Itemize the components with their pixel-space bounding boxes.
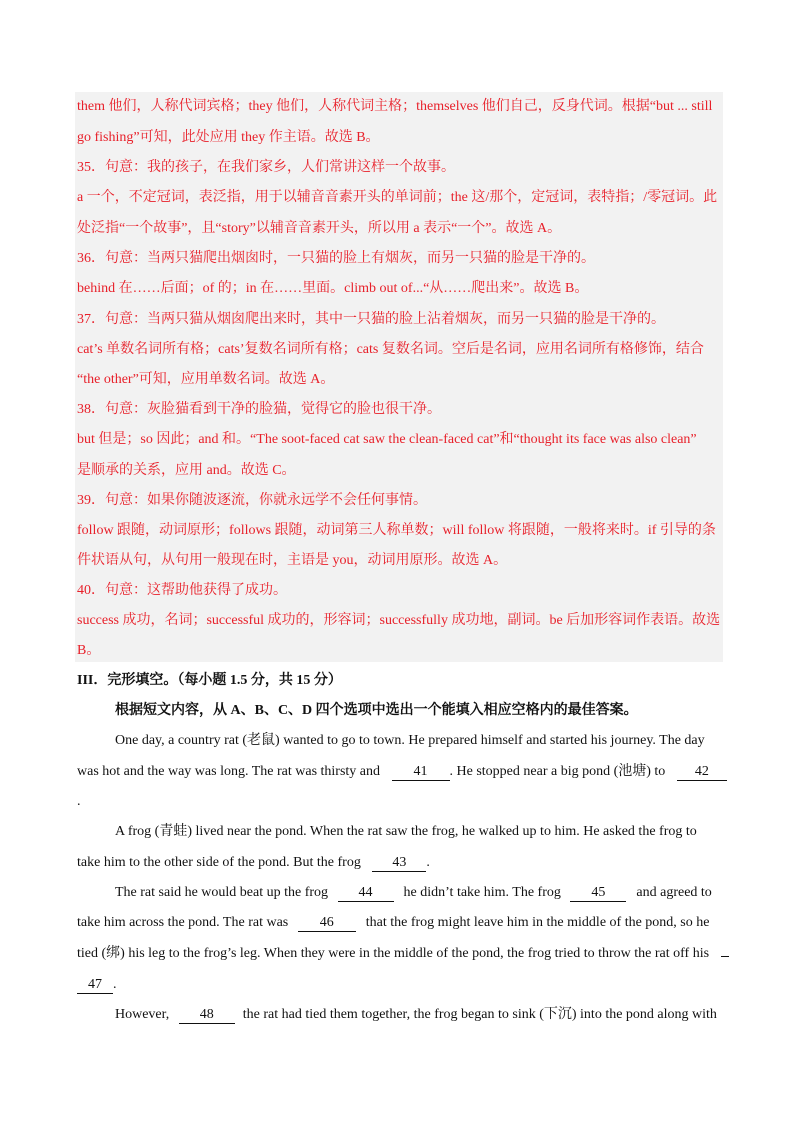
explanation-line: 是顺承的关系，应用 and。故选 C。	[77, 463, 296, 478]
explanation-line: cat’s 单数名词所有格；cats’复数名词所有格；cats 复数名词。空后是名词，应用名词所有格修饰，结合	[77, 342, 704, 357]
explanation-line: behind 在……后面；of 的；in 在……里面。climb out of...“从……爬出来”。故选 B。	[77, 281, 589, 296]
passage-text: the rat had tied them together, the frog began to sink (下沉) into the pond along with	[242, 1007, 717, 1022]
explanation-line: 件状语从句，从句用一般现在时，主语是 you，动词用原形。故选 A。	[77, 553, 508, 568]
explanation-line: go fishing”可知，此处应用 they 作主语。故选 B。	[77, 130, 380, 145]
explanation-line: follow 跟随，动词原形；follows 跟随，动词第三人称单数；will follow 将跟随，一般将来时。if 引导的条	[77, 523, 716, 538]
blank-43[interactable]: 43	[372, 855, 426, 872]
section-instruction: 根据短文内容，从 A、B、C、D 四个选项中选出一个能填入相应空格内的最佳答案。	[115, 703, 638, 718]
blank-45[interactable]: 45	[570, 885, 626, 902]
blank-47-start	[721, 956, 729, 957]
passage-line	[115, 1005, 717, 1025]
explanation-line: 37．句意：当两只猫从烟囱爬出来时，其中一只猫的脸上沾着烟灰，而另一只猫的脸是干净的。	[77, 312, 665, 327]
explanation-line: 36．句意：当两只猫爬出烟囱时，一只猫的脸上有烟灰，而另一只猫的脸是干净的。	[77, 251, 595, 266]
passage-text: However,	[115, 1007, 170, 1022]
explanation-line: 处泛指“一个故事”，且“story”以辅音音素开头，所以用 a 表示“一个”。故选 A。	[77, 221, 562, 236]
passage-text: take him to the other side of the pond. But the frog	[77, 855, 361, 870]
passage-text: was hot and the way was long. The rat was thirsty and	[77, 764, 381, 779]
explanation-line: but 但是；so 因此；and 和。“The soot-faced cat saw the clean-faced cat”和“thought its face was also clean”	[77, 432, 697, 447]
blank-41[interactable]: 41	[392, 764, 450, 781]
passage-line: A frog (青蛙) lived near the pond. When the rat saw the frog, he walked up to him. He asked the frog to	[115, 824, 697, 839]
passage-line	[77, 975, 117, 995]
passage-text: .	[426, 855, 430, 870]
passage-line: One day, a country rat (老鼠) wanted to go to town. He prepared himself and started his journey. The day	[115, 733, 705, 748]
passage-line	[77, 762, 727, 782]
blank-47[interactable]: 47	[77, 977, 113, 994]
passage-text: . He stopped near a big pond (池塘) to	[449, 764, 666, 779]
explanation-line: “the other”可知，应用单数名词。故选 A。	[77, 372, 335, 387]
blank-46[interactable]: 46	[298, 915, 356, 932]
section-heading: III．完形填空。（每小题 1.5 分，共 15 分）	[77, 673, 342, 688]
explanation-line: 40．句意：这帮助他获得了成功。	[77, 583, 287, 598]
explanation-line: a 一个，不定冠词，表泛指，用于以辅音音素开头的单词前；the 这/那个，定冠词，表特指；/零冠词。此	[77, 190, 718, 205]
passage-text: he didn’t take him. The frog	[403, 885, 561, 900]
passage-text: The rat said he would beat up the frog	[115, 885, 329, 900]
passage-text: that the frog might leave him in the middle of the pond, so he	[365, 915, 710, 930]
explanation-line: success 成功，名词；successful 成功的，形容词；successfully 成功地，副词。be 后加形容词作表语。故选	[77, 613, 721, 628]
blank-44[interactable]: 44	[338, 885, 394, 902]
passage-line	[77, 944, 729, 964]
passage-text: tied (绑) his leg to the frog’s leg. When they were in the middle of the pond, the frog tried to throw the rat off his	[77, 946, 710, 961]
explanation-line: B。	[77, 643, 101, 658]
passage-text: take him across the pond. The rat was	[77, 915, 289, 930]
passage-line: .	[77, 794, 81, 809]
passage-line	[115, 883, 712, 903]
explanation-line: 38．句意：灰脸猫看到干净的脸猫，觉得它的脸也很干净。	[77, 402, 441, 417]
passage-text: and agreed to	[636, 885, 712, 900]
explanation-line: them 他们，人称代词宾格；they 他们，人称代词主格；themselves 他们自己，反身代词。根据“but ... still	[77, 99, 713, 114]
passage-line	[77, 853, 430, 873]
blank-42[interactable]: 42	[677, 764, 727, 781]
explanation-line: 39．句意：如果你随波逐流，你就永远学不会任何事情。	[77, 493, 427, 508]
explanation-line: 35．句意：我的孩子，在我们家乡，人们常讲这样一个故事。	[77, 160, 455, 175]
passage-text: .	[113, 977, 117, 992]
passage-line	[77, 913, 709, 933]
blank-48[interactable]: 48	[179, 1007, 235, 1024]
